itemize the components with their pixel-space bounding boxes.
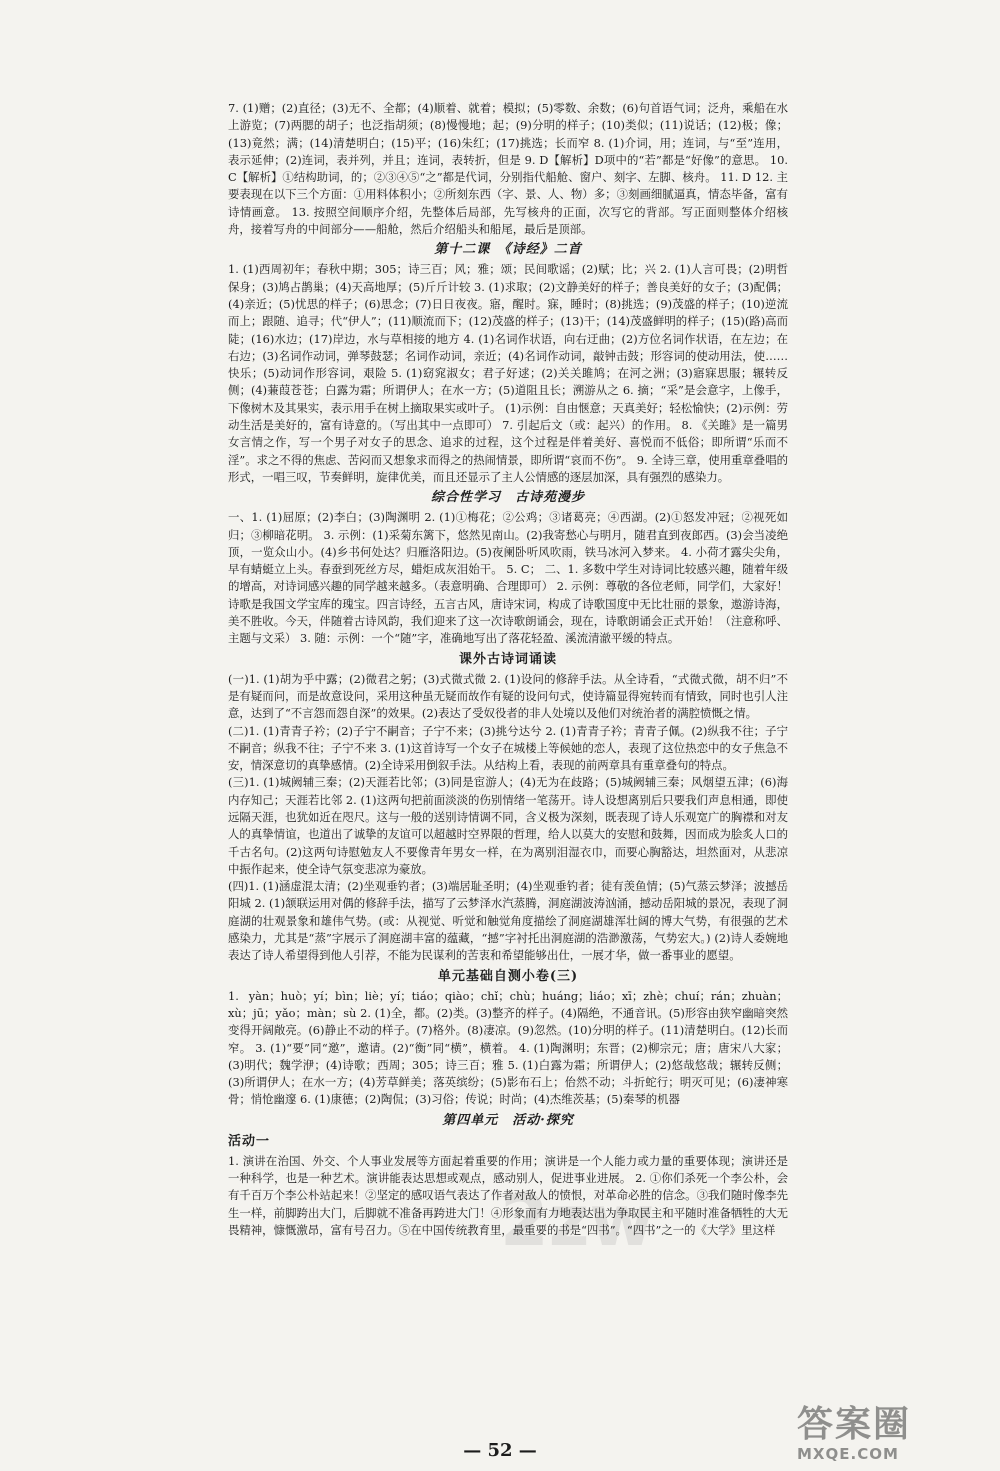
para-activity-1: 1. 演讲在治国、外交、个人事业发展等方面起着重要的作用；演讲是一个人能力或力量的重要体现；演讲还是一种科学，也是一种艺术。演讲能表达思想或观点，感动别人，促进事业进展。 2. ①你们杀死一个李公朴，会有千百万个李公朴站起来！②坚定的感叹语气表达了作者对敌人的愤恨，对革命必胜的信念。③我们随时像李先生一样，前脚跨出大门，后脚就不准备再跨进大门！④形象而有力地表达出为争取民主和平随时准备牺牲的大无畏精神，慷慨激昂，富有号召力。⑤在中国传统教育里，最重要的书是“四书”。“四书”之一的《大学》里这样: [228, 1153, 788, 1237]
heading-extra-poems: 课外古诗词诵读: [458, 651, 557, 667]
watermark-url: MXQE.COM: [797, 1445, 899, 1463]
heading-lesson-12: 第十二课 《诗经》二首: [434, 242, 582, 258]
para-poem-4: (四)1. (1)涵虚混太清；(2)坐观垂钓者；(3)端居耻圣明；(4)坐观垂钓者；徒有羡鱼情；(5)气蒸云梦泽；波撼岳阳城 2. (1)颔联运用对偶的修辞手法，描写了云梦泽水汽蒸腾，洞庭湖波涛汹涌，撼动岳阳城的景况，表现了洞庭湖的壮观景象和雄伟气势。(或：从视觉、听觉和触觉角度描绘了洞庭湖雄浑壮阔的博大气势，有很强的艺术感染力，尤其是“蒸”字展示了洞庭湖丰富的蕴藏，“撼”字衬托出洞庭湖的浩渺激荡，气势宏大。) (2)诗人委婉地表达了诗人希望得到他人引荐，不能为民谋利的苦衷和希望能够出仕，一展才华，做一番事业的愿望。: [228, 879, 788, 963]
answer-page: [228, 100, 788, 1239]
page-number: — 52 —: [463, 1440, 537, 1461]
site-watermark: [797, 1405, 972, 1465]
heading-unit-test: 单元基础自测小卷(三): [437, 968, 579, 984]
para-poetry-study: 一、1. (1)屈原；(2)李白；(3)陶渊明 2. (1)①梅花；②公鸡；③诸葛亮；④西湖。(2)①怒发冲冠；②视死如归；③柳暗花明。 3. 示例：(1)采菊东篱下，悠然见南山。(2)我寄愁心与明月，随君直到夜郎西。(3)会当凌绝顶，一览众山小。(4)乡书何处达？归雁洛阳边。(5)夜阑卧听风吹雨，铁马冰河入梦来。 4. 小荷才露尖尖角，早有蜻蜓立上头。春蚕到死丝方尽，蜡炬成灰泪始干。 5. C； 二、1. 多数中学生对诗词比较感兴趣，随着年级的增高，对诗词感兴趣的同学越来越多。（表意明确、合理即可） 2. 示例：尊敬的各位老师，同学们，大家好！诗歌是我国文学宝库的瑰宝。四言诗经，五言古风，唐诗宋词，构成了诗歌国度中无比壮丽的景象，遨游诗海，美不胜收。今天，伴随着古诗风韵，我们迎来了这一次诗歌朗诵会，现在，诗歌朗诵会正式开始！（注意称呼、主题与文采） 3. 随：示例：一个“随”字，准确地写出了落花轻盈、溪流清澈平缓的特点。: [228, 510, 788, 646]
para-poem-2: (二)1. (1)青青子衿；(2)子宁不嗣音；子宁不来；(3)挑兮达兮 2. (1)青青子衿；青青子佩。(2)纵我不往；子宁不嗣音；纵我不往；子宁不来 3. (1)这首诗写一个女子在城楼上等候她的恋人，表现了这位热恋中的女子焦急不安，情深意切的真挚感情。(2)全诗采用倒叙手法。从结构上看，表现的前两章具有重章叠句的特点。: [228, 723, 788, 773]
faint-watermark: 2zw: [500, 1180, 655, 1262]
watermark-title: 答案圈: [797, 1404, 912, 1445]
para-poem-1: (一)1. (1)胡为乎中露；(2)微君之躬；(3)式微式微 2. (1)设问的修辞手法。从全诗看，“式微式微，胡不归”不是有疑而问，而是故意设问，采用这种虽无疑而故作有疑的设问句式，使诗篇显得宛转而有情致，同时也引人注意，达到了“不言怨而怨自深”的效果。(2)表达了受奴役者的非人处境以及他们对统治者的满腔愤慨之情。: [228, 671, 788, 721]
heading-activity-1: 活动一: [228, 1133, 271, 1149]
para-unit-test: 1. yàn；huò；yí；bìn；liè；yí；tiáo；qiào；chǐ；chù；huáng；liáo；xī；zhè；chuí；rán；zhuàn；xù；jū；yǎo；màn；sù 2. (1)全，都。(2)类。(3)整齐的样子。(4)隔绝，不通音讯。(5)形容由狭窄幽暗突然变得开阔敞亮。(6)静止不动的样子。(7)格外。(8)凄凉。(9)忽然。(10)分明的样子。(11)清楚明白。(12)长而窄。 3. (1)“要”同“邀”，邀请。(2)“衡”同“横”，横着。 4. (1)陶渊明；东晋；(2)柳宗元；唐；唐宋八大家；(3)明代；魏学洢；(4)诗歌；西周；305；诗三百；雅 5. (1)白露为霜；所谓伊人；(2)悠哉悠哉；辗转反侧；(3)所谓伊人；在水一方；(4)芳草鲜美；落英缤纷；(5)影布石上；佁然不动；斗折蛇行；明灭可见；(6)凄神寒骨；悄怆幽邃 6. (1)康德；(2)陶侃；(3)习俗；传说；时尚；(4)杰维茨基；(5)秦琴的机器: [228, 988, 788, 1107]
heading-poetry-study: 综合性学习 古诗苑漫步: [430, 490, 585, 506]
para-lesson-12: 1. (1)西周初年；春秋中期；305；诗三百；风；雅；颂；民间歌谣；(2)赋；比；兴 2. (1)人言可畏；(2)明哲保身；(3)鸠占鹊巢；(4)天高地厚；(5)斤斤计较 3. (1)求取；(2)文静美好的样子；善良美好的女子；(3)配偶；(4)亲近；(5)忧思的样子；(6)思念；(7)日日夜夜。寤，醒时。寐，睡时；(8)挑选；(9)茂盛的样子；(10)逆流而上；跟随、追寻；代“伊人”；(11)顺流而下；(12)茂盛的样子；(13)干；(14)茂盛鲜明的样子；(15)(路)高而陡；(16)水边；(17)岸边，水与草相接的地方 4. (1)名词作状语，向右迂曲；(2)方位名词作状语，在左边；在右边；(3)名词作动词，弹琴鼓瑟；名词作动词，亲近；(4)名词作动词，敲钟击鼓；形容词的使动用法，使……快乐；(5)动词作形容词，艰险 5. (1)窈窕淑女；君子好逑；(2)关关雎鸠；在河之洲；(3)寤寐思服；辗转反侧；(4)蒹葭苍苍；白露为霜；所谓伊人；在水一方；(5)道阻且长；溯游从之 6. 摘；“采”是会意字，上像手，下像树木及其果实，表示用手在树上摘取果实或叶子。 (1)示例：自由惬意；天真美好；轻松愉快；(2)示例：劳动生活是美好的，富有诗意的。（写出其中一点即可） 7. 引起后文（或：起兴）的作用。 8. 《关雎》是一篇男女言情之作，写一个男子对女子的思念、追求的过程，这个过程是伴着美好、喜悦而不低俗；即所谓“乐而不淫”。求之不得的焦虑、苦闷而又想象求而得之的热闹情景，即所谓“哀而不伤”。 9. 全诗三章，使用重章叠唱的形式，一唱三叹，节奏鲜明，旋律优美，而且还显示了主人公情感的逐层加深，具有强烈的感染力。: [228, 262, 788, 484]
para-poem-3: (三)1. (1)城阙辅三秦；(2)天涯若比邻；(3)同是宦游人；(4)无为在歧路；(5)城阙辅三秦；风烟望五津；(6)海内存知己；天涯若比邻 2. (1)这两句把前面淡淡的伤别情绪一笔荡开。诗人设想离别后只要我们声息相通，即使远隔天涯，也犹如近在咫尺。这与一般的送别诗情调不同，含义极为深刻，既表现了诗人乐观宽广的胸襟和对友人的真挚情谊，也道出了诚挚的友谊可以超越时空界限的哲理，给人以莫大的安慰和鼓舞，因而成为脍炙人口的千古名句。(2)这两句诗慰勉友人不要像青年男女一样，在为离别泪湿衣巾，而要心胸豁达，坦然面对，从悲凉中振作起来，使全诗气氛变悲凉为豪放。: [228, 775, 788, 876]
para-1: 7. (1)赠；(2)直径；(3)无不、全都；(4)顺着、就着；模拟；(5)零数、余数；(6)句首语气词；泛舟，乘船在水上游览；(7)两腮的胡子；也泛指胡须；(8)慢慢地；起；(9)分明的样子；(10)类似；(11)说话；(12)极；像；(13)竟然；满；(14)清楚明白；(15)平；(16)朱红；(17)挑选；长而窄 8. (1)介词，用；连词，与“至”连用，表示延伸；(2)连词，表并列，并且；连词，表转折，但是 9. D【解析】D项中的“若”都是“好像”的意思。 10. C【解析】①结构助词，的；②③④⑤“之”都是代词，分别指代船舱、窗户、刻字、左脚、核舟。 11. D 12. 主要表现在以下三个方面：①用料体积小；②所刻东西（字、景、人、物）多；③刻画细腻逼真，情态毕备，富有诗情画意。 13. 按照空间顺序介绍，先整体后局部，先写核舟的正面，次写它的背部。写正面则整体介绍核舟，接着写舟的中间部分——船舱，然后介绍船头和船尾，最后是顶部。: [228, 101, 788, 237]
heading-unit-4: 第四单元 活动·探究: [442, 1112, 574, 1128]
